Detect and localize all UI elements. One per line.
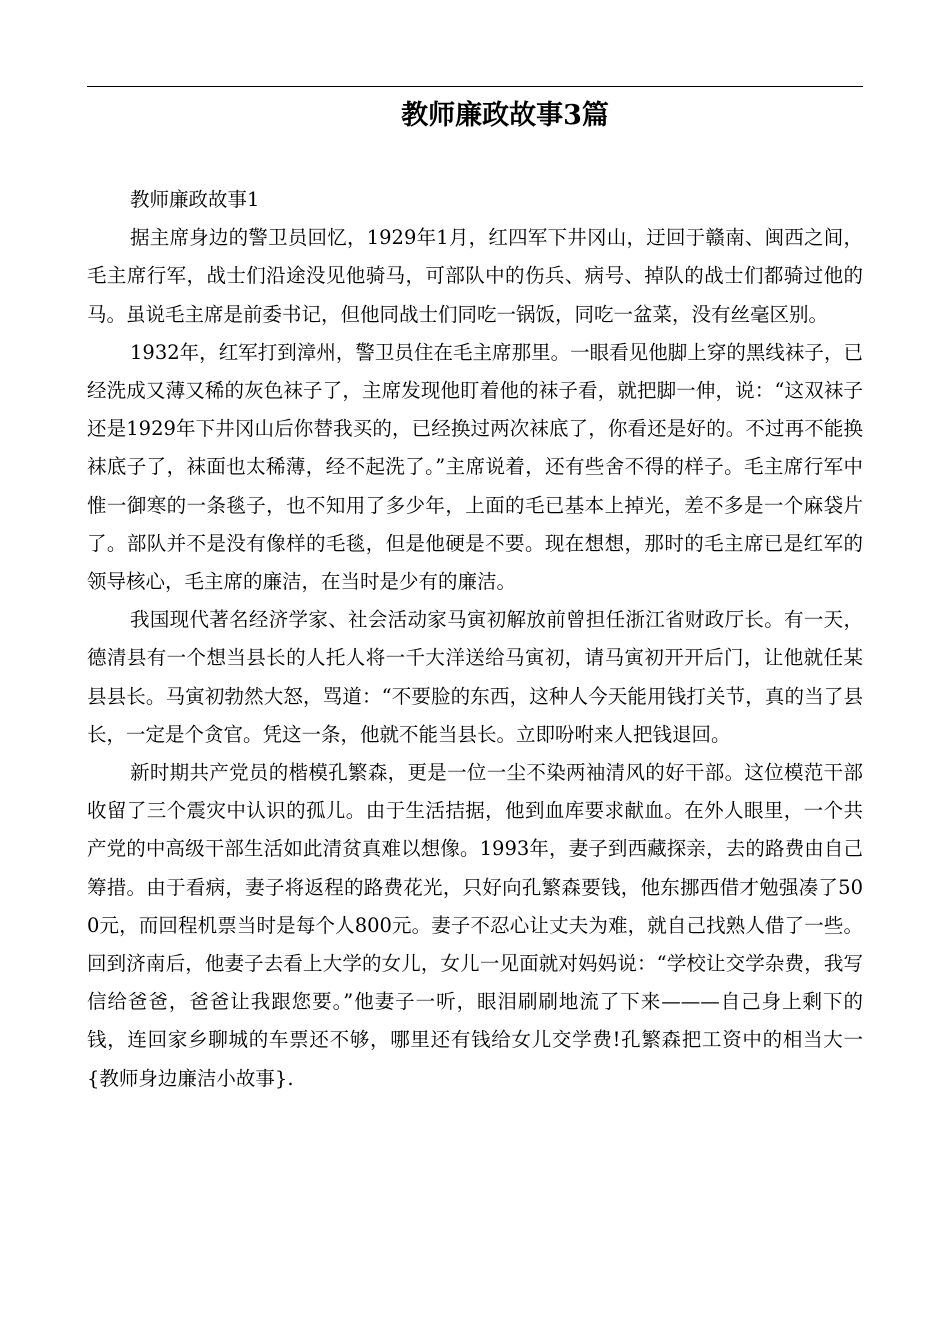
paragraph-2: 1932年，红军打到漳州，警卫员住在毛主席那里。一眼看见他脚上穿的黑线袜子，已经洗成又薄又稀的灰色袜子了，主席发现他盯着他的袜子看，就把脚一伸，说：“这双袜子还是1929年下井冈山后你替我买的，已经换过两次袜底了，你看还是好的。不过再不能换袜底子了，袜面也太稀薄，经不起洗了。”主席说着，还有些舍不得的样子。毛主席行军中惟一御寒的一条毯子，也不知用了多少年，上面的毛已基本上掉光，差不多是一个麻袋片了。部队并不是没有像样的毛毯，但是他硬是不要。现在想想，那时的毛主席已是红军的领导核心，毛主席的廉洁，在当时是少有的廉洁。	[87, 340, 863, 594]
paragraph-3: 我国现代著名经济学家、社会活动家马寅初解放前曾担任浙江省财政厅长。有一天，德清县有一个想当县长的人托人将一千大洋送给马寅初，请马寅初开开后门，让他就任某县县长。马寅初勃然大怒，骂道：“不要脸的东西，这种人今天能用钱打关节，真的当了县长，一定是个贪官。凭这一条，他就不能当县长。立即吩咐来人把钱退回。	[87, 608, 863, 746]
paragraph-1: 据主席身边的警卫员回忆，1929年1月，红四军下井冈山，迂回于赣南、闽西之间，毛主席行军，战士们沿途没见他骑马，可部队中的伤兵、病号、掉队的战士们都骑过他的马。虽说毛主席是前委书记，但他同战士们同吃一锅饭，同吃一盆菜，没有丝毫区别。	[87, 226, 863, 326]
document-body	[87, 181, 863, 1098]
paragraph-4: 新时期共产党员的楷模孔繁森，更是一位一尘不染两袖清风的好干部。这位模范干部收留了三个震灾中认识的孤儿。由于生活拮据，他到血库要求献血。在外人眼里，一个共产党的中高级干部生活如此清贫真难以想像。1993年，妻子到西藏探亲，去的路费由自己筹措。由于看病，妻子将返程的路费花光，只好向孔繁森要钱，他东挪西借才勉强凑了500元，而回程机票当时是每个人800元。妻子不忍心让丈夫为难，就自己找熟人借了一些。回到济南后，他妻子去看上大学的女儿，女儿一见面就对妈妈说：“学校让交学杂费，我写信给爸爸，爸爸让我跟您要。”他妻子一听，眼泪刷刷地流了下来———自己身上剩下的钱，连回家乡聊城的车票还不够，哪里还有钱给女儿交学费!孔繁森把工资中的相当大一{教师身边廉洁小故事}.	[87, 761, 863, 1090]
header-rule	[87, 86, 863, 87]
section-heading: 教师廉政故事1	[130, 188, 260, 211]
document-title: 教师廉政故事3篇	[401, 100, 609, 131]
